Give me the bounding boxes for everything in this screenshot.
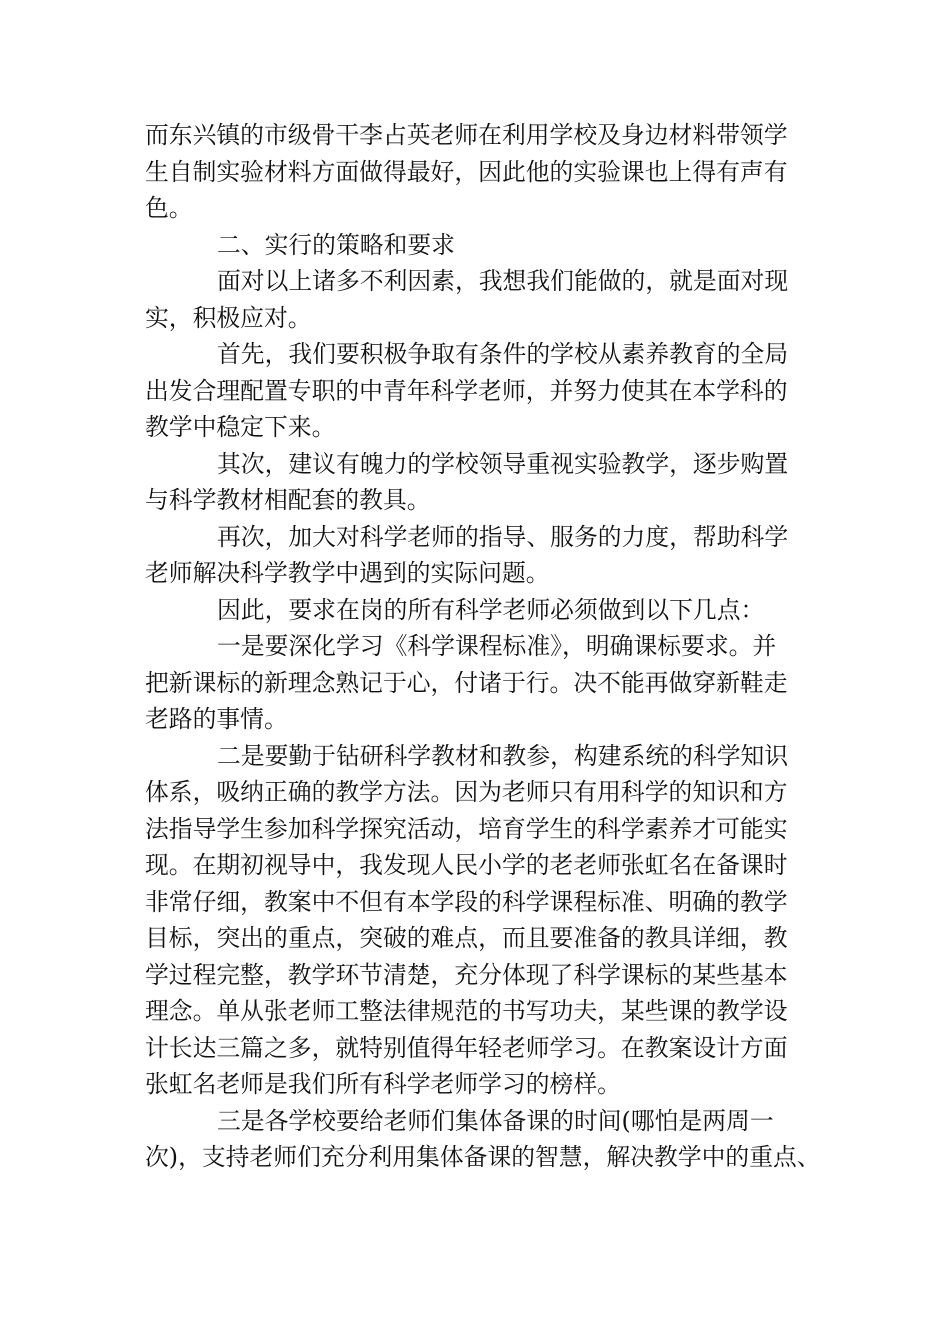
text-line: 生自制实验材料方面做得最好，因此他的实验课也上得有声有 [145, 157, 788, 186]
text-line: 目标，突出的重点，突破的难点，而且要准备的教具详细，教 [145, 924, 788, 952]
text-line: 出发合理配置专职的中青年科学老师，并努力使其在本学科的 [145, 376, 788, 405]
text-line: 教学中稳定下来。 [145, 413, 336, 441]
text-line: 再次，加大对科学老师的指导、服务的力度，帮助科学 [217, 522, 789, 551]
text-line: 与科学教材相配套的教具。 [145, 486, 431, 514]
text-line: 因此，要求在岗的所有科学老师必须做到以下几点： [217, 595, 765, 624]
text-line: 色。 [145, 194, 193, 222]
text-line: 计长达三篇之多，就特别值得年轻老师学习。在教案设计方面 [145, 1033, 788, 1062]
text-line: 首先，我们要积极争取有条件的学校从素养教育的全局 [217, 340, 789, 368]
text-line: 实，积极应对。 [145, 303, 312, 332]
document-body [145, 117, 835, 1176]
text-line: 法指导学生参加科学探究活动，培育学生的科学素养才可能实 [145, 814, 788, 843]
text-line: 学过程完整，教学环节清楚，充分体现了科学课标的某些基本 [145, 960, 788, 989]
text-line: 面对以上诸多不利因素，我想我们能做的，就是面对现 [217, 267, 789, 295]
text-line: 二、实行的策略和要求 [217, 230, 455, 259]
text-line: 非常仔细，教案中不但有本学段的科学课程标准、明确的教学 [145, 887, 788, 916]
text-line: 三是各学校要给老师们集体备课的时间(哪怕是两周一 [217, 1106, 774, 1135]
text-line: 现。在期初视导中，我发现人民小学的老老师张虹名在备课时 [145, 851, 788, 879]
text-line: 把新课标的新理念熟记于心，付诸于行。决不能再做穿新鞋走 [145, 668, 788, 697]
text-line: 其次，建议有魄力的学校领导重视实验教学，逐步购置 [217, 449, 789, 478]
text-line: 而东兴镇的市级骨干李占英老师在利用学校及身边材料带领学 [145, 121, 788, 149]
text-line: 一是要深化学习《科学课程标准》，明确课标要求。并 [217, 632, 777, 660]
text-line: 老路的事情。 [145, 705, 288, 733]
text-line: 老师解决科学教学中遇到的实际问题。 [145, 559, 550, 587]
text-line: 张虹名老师是我们所有科学老师学习的榜样。 [145, 1070, 621, 1098]
text-line: 体系，吸纳正确的教学方法。因为老师只有用科学的知识和方 [145, 778, 788, 806]
text-line: 次)，支持老师们充分利用集体备课的智慧，解决教学中的重点、 [145, 1143, 821, 1171]
text-line: 理念。单从张老师工整法律规范的书写功夫，某些课的教学设 [145, 997, 788, 1025]
text-line: 二是要勤于钻研科学教材和教参，构建系统的科学知识 [217, 741, 789, 770]
